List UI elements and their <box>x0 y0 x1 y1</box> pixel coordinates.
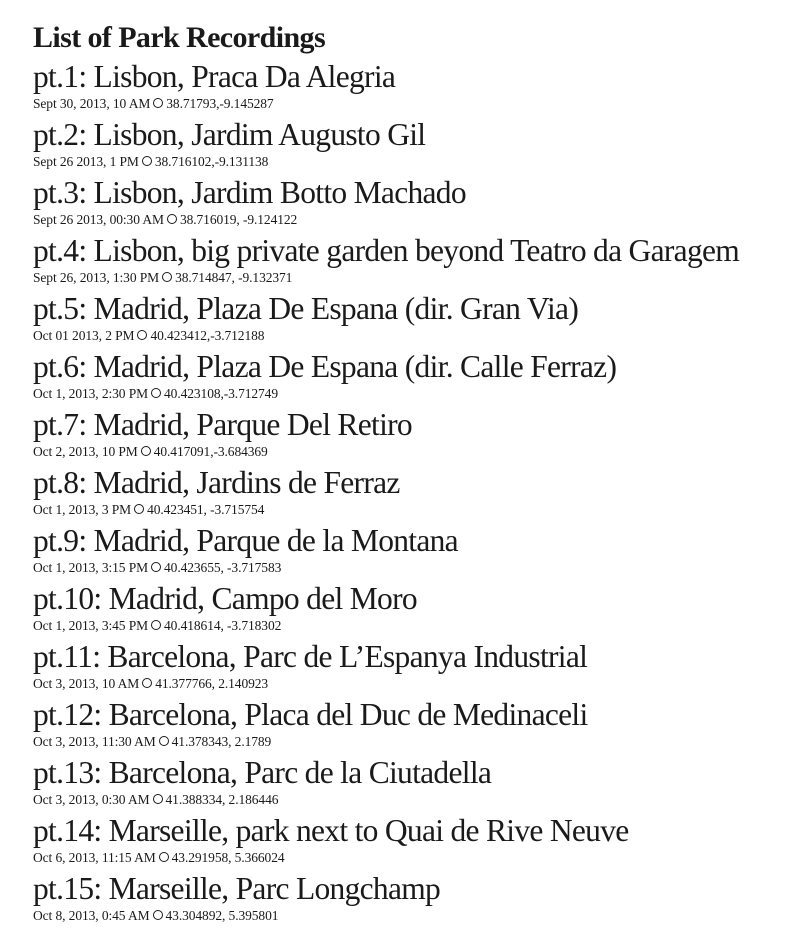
recording-coordinates: 38.716019, -9.124122 <box>179 212 298 227</box>
list-item <box>33 290 803 348</box>
circle-icon <box>153 98 163 108</box>
recording-coordinates: 41.388334, 2.186446 <box>165 792 279 807</box>
recording-title: pt.11: Barcelona, Parc de L’Espanya Industrial <box>33 639 588 674</box>
recording-datetime: Sept 30, 2013, 10 AM <box>33 96 151 111</box>
list-item <box>33 348 803 406</box>
recording-coordinates: 41.377766, 2.140923 <box>155 676 269 691</box>
list-item <box>33 638 803 696</box>
circle-icon <box>141 446 151 456</box>
recording-datetime: Oct 3, 2013, 10 AM <box>33 676 140 691</box>
recording-title: pt.8: Madrid, Jardins de Ferraz <box>33 465 400 500</box>
recording-meta <box>33 501 803 518</box>
recording-coordinates: 40.423412,-3.712188 <box>150 328 265 343</box>
recordings-document <box>33 18 803 928</box>
recording-meta <box>33 617 803 634</box>
list-item <box>33 580 803 638</box>
recording-meta <box>33 791 803 808</box>
recording-title: pt.12: Barcelona, Placa del Duc de Medinaceli <box>33 697 588 732</box>
list-item <box>33 464 803 522</box>
recording-title: pt.3: Lisbon, Jardim Botto Machado <box>33 175 466 210</box>
recording-coordinates: 40.423451, -3.715754 <box>147 502 265 517</box>
recording-coordinates: 38.71793,-9.145287 <box>166 96 274 111</box>
recording-meta <box>33 849 803 866</box>
recording-title: pt.13: Barcelona, Parc de la Ciutadella <box>33 755 492 790</box>
circle-icon <box>159 852 169 862</box>
recording-title: pt.6: Madrid, Plaza De Espana (dir. Calle Ferraz) <box>33 349 617 384</box>
recording-coordinates: 41.378343, 2.1789 <box>171 734 272 749</box>
recording-datetime: Oct 3, 2013, 0:30 AM <box>33 792 150 807</box>
recording-title: pt.14: Marseille, park next to Quai de Rive Neuve <box>33 813 629 848</box>
recording-meta <box>33 443 803 460</box>
recording-meta <box>33 153 803 170</box>
recording-coordinates: 40.417091,-3.684369 <box>153 444 268 459</box>
recording-datetime: Oct 6, 2013, 11:15 AM <box>33 850 156 865</box>
list-item <box>33 754 803 812</box>
recording-meta <box>33 559 803 576</box>
recording-title: pt.4: Lisbon, big private garden beyond Teatro da Garagem <box>33 233 740 268</box>
recording-coordinates: 40.423655, -3.717583 <box>164 560 282 575</box>
recording-meta <box>33 907 803 924</box>
recording-title: pt.9: Madrid, Parque de la Montana <box>33 523 458 558</box>
recording-meta <box>33 269 803 286</box>
recording-meta <box>33 211 803 228</box>
recording-meta <box>33 385 803 402</box>
recording-datetime: Sept 26 2013, 1 PM <box>33 154 139 169</box>
circle-icon <box>159 736 169 746</box>
circle-icon <box>162 272 172 282</box>
recording-coordinates: 43.291958, 5.366024 <box>171 850 285 865</box>
recording-title: pt.10: Madrid, Campo del Moro <box>33 581 417 616</box>
recording-list <box>33 58 803 928</box>
recording-meta <box>33 95 803 112</box>
circle-icon <box>153 910 163 920</box>
list-item <box>33 58 803 116</box>
list-item <box>33 116 803 174</box>
recording-title: pt.5: Madrid, Plaza De Espana (dir. Gran Via) <box>33 291 579 326</box>
recording-datetime: Sept 26 2013, 00:30 AM <box>33 212 164 227</box>
circle-icon <box>167 214 177 224</box>
circle-icon <box>142 678 152 688</box>
list-item <box>33 696 803 754</box>
list-item <box>33 812 803 870</box>
recording-meta <box>33 327 803 344</box>
recording-datetime: Oct 01 2013, 2 PM <box>33 328 135 343</box>
recording-datetime: Oct 1, 2013, 3 PM <box>33 502 132 517</box>
recording-meta <box>33 675 803 692</box>
recording-title: pt.2: Lisbon, Jardim Augusto Gil <box>33 117 426 152</box>
circle-icon <box>137 330 147 340</box>
list-item <box>33 406 803 464</box>
recording-coordinates: 38.714847, -9.132371 <box>175 270 293 285</box>
recording-title: pt.1: Lisbon, Praca Da Alegria <box>33 59 396 94</box>
recording-datetime: Sept 26, 2013, 1:30 PM <box>33 270 160 285</box>
recording-datetime: Oct 1, 2013, 3:45 PM <box>33 618 149 633</box>
recording-coordinates: 40.418614, -3.718302 <box>164 618 282 633</box>
list-item <box>33 174 803 232</box>
list-item <box>33 870 803 928</box>
circle-icon <box>153 794 163 804</box>
recording-coordinates: 38.716102,-9.131138 <box>154 154 269 169</box>
recording-title: pt.15: Marseille, Parc Longchamp <box>33 871 441 906</box>
recording-title: pt.7: Madrid, Parque Del Retiro <box>33 407 412 442</box>
recording-datetime: Oct 2, 2013, 10 PM <box>33 444 138 459</box>
circle-icon <box>151 620 161 630</box>
circle-icon <box>134 504 144 514</box>
recording-datetime: Oct 1, 2013, 2:30 PM <box>33 386 149 401</box>
circle-icon <box>142 156 152 166</box>
recording-datetime: Oct 8, 2013, 0:45 AM <box>33 908 150 923</box>
circle-icon <box>151 388 161 398</box>
recording-datetime: Oct 3, 2013, 11:30 AM <box>33 734 156 749</box>
circle-icon <box>151 562 161 572</box>
list-item <box>33 232 803 290</box>
recording-coordinates: 40.423108,-3.712749 <box>164 386 278 401</box>
page-title: List of Park Recordings <box>33 21 326 54</box>
recording-meta <box>33 733 803 750</box>
recording-datetime: Oct 1, 2013, 3:15 PM <box>33 560 149 575</box>
recording-coordinates: 43.304892, 5.395801 <box>165 908 279 923</box>
list-item <box>33 522 803 580</box>
